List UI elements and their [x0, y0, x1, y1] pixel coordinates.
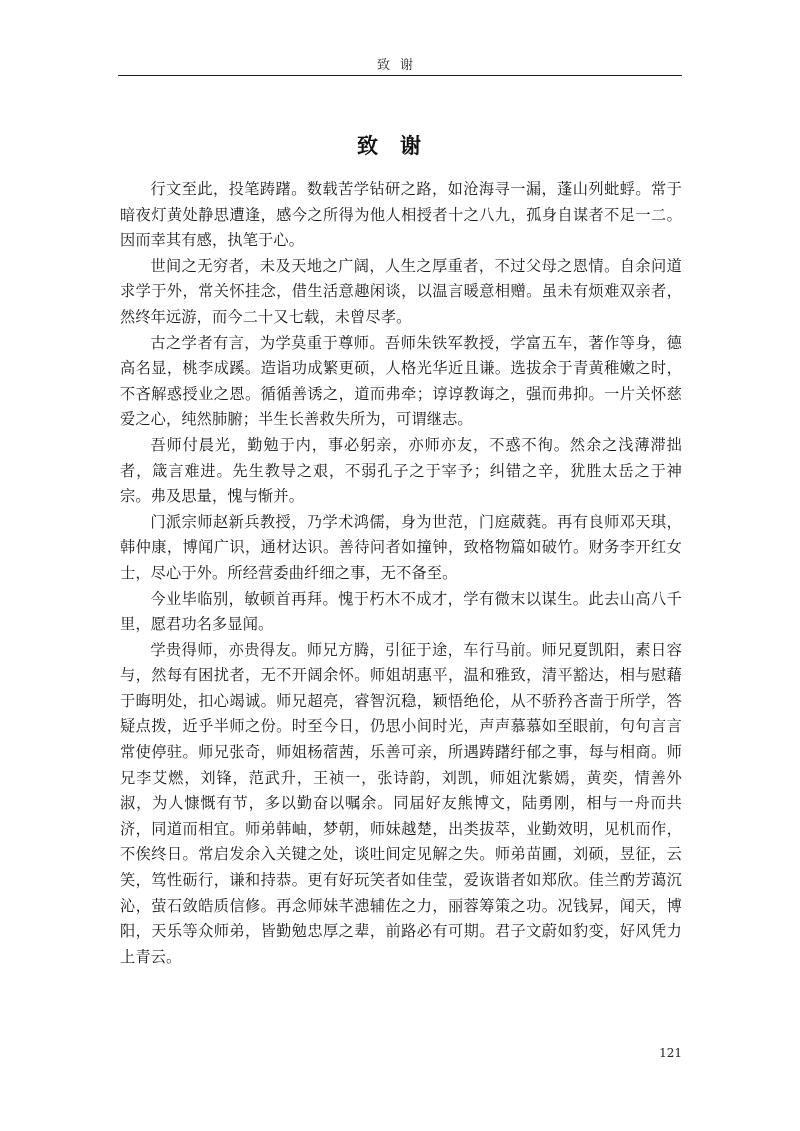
paragraph: 行文至此，投笔踌躇。数载苦学钻研之路，如沧海寻一漏，蓬山列蚍蜉。常于暗夜灯黄处静思遭逢，感今之所得为他人相授者十之八九，孤身自谋者不足一二。因而幸其有感，执笔于心。 [120, 180, 682, 250]
header-rule [118, 75, 682, 76]
running-header: 致谢 [376, 58, 423, 73]
paragraph: 古之学者有言，为学莫重于尊师。吾师朱铁军教授，学富五车，著作等身，德高名显，桃李成蹊。造诣功成繁更硕，人格光华近且谦。选拔余于青黄稚嫩之时，不吝解惑授业之恩。循循善诱之，道而弗牵；谆谆教诲之，强而弗抑。一片关怀慈爱之心，纯然肺腑；半生长善救失所为，可谓继志。 [120, 333, 682, 429]
paragraph: 世间之无穷者，未及天地之广阔，人生之厚重者，不过父母之恩情。自余问道求学于外，常关怀挂念，借生活意趣闲谈，以温言暖意相赠。虽未有烦难双亲者，然终年远游，而今二十又七载，未曾尽孝。 [120, 256, 682, 326]
paragraph: 门派宗师赵新兵教授，乃学术鸿儒，身为世范，门庭葳蕤。再有良师邓天琪，韩仲康，博闻广识，通材达识。善待问者如撞钟，致格物篇如破竹。财务李开红女士，尽心于外。所经营委曲纤细之事，无不备至。 [120, 512, 682, 582]
paragraph: 吾师付晨光，勤勉于内，事必躬亲，亦师亦友，不惑不徇。然余之浅薄滞拙者，箴言难进。先生教导之艰，不弱孔子之于宰予；纠错之辛，犹胜太岳之于神宗。弗及思量，愧与惭并。 [120, 435, 682, 506]
paragraph: 今业毕临别，敏顿首再拜。愧于朽木不成才，学有微末以谋生。此去山高八千里，愿君功名多显闻。 [120, 589, 682, 634]
acknowledgement-body [120, 177, 682, 970]
paragraph: 学贵得师，亦贵得友。师兄方腾，引征于途，车行马前。师兄夏凯阳，素日容与，然每有困扰者，无不开阔余怀。师姐胡惠平，温和雅致，清平豁达，相与慰藉于晦明处，扣心竭诚。师兄超亮，睿智沉稳，颖悟绝伦，从不骄矜吝啬于所学，答疑点拨，近乎半师之份。时至今日，仍思小间时光，声声慕慕如至眼前，句句言言常使停驻。师兄张奇，师姐杨蓿茜，乐善可亲，所遇踌躇纡郁之事，每与相商。师兄李艾燃，刘锋，范武升，王祯一，张诗韵，刘凯，师姐沈紫嫣，黄奕，情善外淑，为人慷慨有节，多以勤奋以嘱余。同届好友熊博文，陆勇刚，相与一舟而共济，同道而相宜。师弟韩岫，梦朝，师妹越楚，出类拔萃，业勤效明，见机而作，不俟终日。常启发余入关键之处，谈吐间定见解之失。师弟苗圃，刘硕，昱征，云笑，笃性砺行，谦和持恭。更有好玩笑者如佳莹，爱诙谐者如郑欣。佳兰酌芳蔼沉沁，萤石敛皓质信修。再念师妹芊漶辅佐之力，丽蓉筹策之功。况钱昇，闻天，博阳，天乐等众师弟，皆勤勉忠厚之辈，前路必有可期。君子文蔚如豹变，好风凭力上青云。 [120, 640, 682, 966]
page-number: 121 [659, 1046, 682, 1060]
page-title: 致谢 [357, 133, 443, 158]
